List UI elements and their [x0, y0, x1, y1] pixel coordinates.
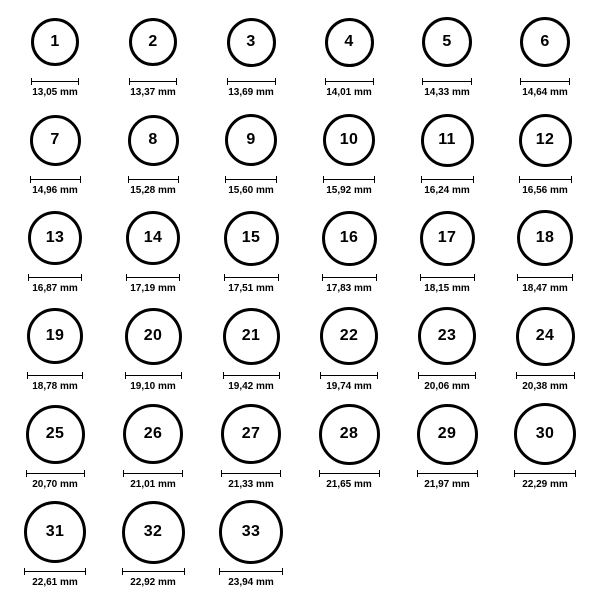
- ring-diameter-label: 16,56 mm: [522, 185, 568, 196]
- ring-size-cell[interactable]: [202, 500, 300, 596]
- ring-circle-wrap: [122, 500, 185, 564]
- ring-size-cell[interactable]: [300, 10, 398, 106]
- ring-measure: [418, 372, 476, 392]
- ring-diameter-label: 20,06 mm: [424, 381, 470, 392]
- ring-circle-icon: [27, 308, 83, 364]
- ring-diameter-label: 14,64 mm: [522, 87, 568, 98]
- ring-measure: [516, 372, 575, 392]
- ring-diameter-label: 18,78 mm: [32, 381, 78, 392]
- ring-diameter-label: 19,74 mm: [326, 381, 372, 392]
- ring-circle-icon: [223, 308, 280, 365]
- caliper-icon: [517, 274, 573, 281]
- caliper-icon: [417, 470, 478, 477]
- ring-size-label: 22: [339, 327, 359, 344]
- ring-circle-icon: [325, 18, 374, 67]
- ring-size-cell[interactable]: [300, 304, 398, 400]
- ring-size-cell[interactable]: [398, 402, 496, 498]
- ring-circle-wrap: [519, 108, 572, 172]
- ring-circle-icon: [517, 210, 573, 266]
- ring-measure: [319, 470, 380, 490]
- caliper-icon: [320, 372, 378, 379]
- ring-diameter-label: 21,97 mm: [424, 479, 470, 490]
- ring-size-cell[interactable]: [398, 108, 496, 204]
- ring-measure: [31, 78, 79, 98]
- ring-diameter-label: 22,29 mm: [522, 479, 568, 490]
- ring-measure: [129, 78, 177, 98]
- ring-size-label: 23: [437, 327, 457, 344]
- ring-measure: [30, 176, 81, 196]
- ring-size-label: 16: [339, 229, 359, 246]
- ring-circle-wrap: [126, 206, 180, 270]
- ring-circle-icon: [224, 211, 279, 266]
- ring-size-cell[interactable]: [300, 206, 398, 302]
- ring-size-grid: [6, 10, 594, 596]
- ring-measure: [514, 470, 576, 490]
- ring-size-label: 3: [246, 33, 256, 50]
- ring-circle-wrap: [24, 500, 86, 564]
- ring-circle-icon: [421, 114, 474, 167]
- ring-measure: [227, 78, 276, 98]
- ring-size-label: 24: [535, 327, 555, 344]
- ring-diameter-label: 14,01 mm: [326, 87, 372, 98]
- caliper-icon: [323, 176, 375, 183]
- ring-diameter-label: 14,96 mm: [32, 185, 78, 196]
- ring-size-cell[interactable]: [300, 108, 398, 204]
- ring-circle-wrap: [30, 108, 81, 172]
- ring-size-label: 13: [45, 229, 65, 246]
- ring-circle-icon: [319, 404, 380, 465]
- ring-diameter-label: 18,15 mm: [424, 283, 470, 294]
- ring-size-cell[interactable]: [398, 206, 496, 302]
- ring-measure: [27, 372, 83, 392]
- ring-circle-icon: [126, 211, 180, 265]
- ring-size-cell[interactable]: [496, 402, 594, 498]
- ring-diameter-label: 13,37 mm: [130, 87, 176, 98]
- ring-circle-wrap: [319, 402, 380, 466]
- ring-size-label: 30: [535, 425, 555, 442]
- caliper-icon: [126, 274, 180, 281]
- ring-circle-wrap: [129, 10, 177, 74]
- caliper-icon: [122, 568, 185, 575]
- ring-diameter-label: 21,33 mm: [228, 479, 274, 490]
- ring-circle-icon: [26, 405, 85, 464]
- ring-size-cell[interactable]: [300, 402, 398, 498]
- caliper-icon: [227, 78, 276, 85]
- ring-circle-icon: [420, 211, 475, 266]
- ring-circle-icon: [422, 17, 472, 67]
- ring-circle-icon: [221, 404, 281, 464]
- ring-measure: [24, 568, 86, 588]
- ring-circle-icon: [323, 114, 375, 166]
- ring-size-cell[interactable]: [104, 108, 202, 204]
- ring-diameter-label: 19,10 mm: [130, 381, 176, 392]
- ring-measure: [420, 274, 475, 294]
- ring-size-cell[interactable]: [202, 402, 300, 498]
- ring-circle-wrap: [227, 10, 276, 74]
- ring-circle-wrap: [322, 206, 377, 270]
- ring-circle-icon: [519, 114, 572, 167]
- ring-circle-icon: [514, 403, 576, 465]
- ring-size-label: 27: [241, 425, 261, 442]
- caliper-icon: [224, 274, 279, 281]
- ring-circle-icon: [123, 404, 183, 464]
- caliper-icon: [514, 470, 576, 477]
- ring-size-label: 25: [45, 425, 65, 442]
- ring-diameter-label: 15,92 mm: [326, 185, 372, 196]
- ring-size-label: 20: [143, 327, 163, 344]
- ring-circle-wrap: [517, 206, 573, 270]
- ring-diameter-label: 15,60 mm: [228, 185, 274, 196]
- ring-circle-icon: [31, 18, 79, 66]
- ring-circle-wrap: [27, 304, 83, 368]
- ring-size-label: 15: [241, 229, 261, 246]
- ring-circle-icon: [320, 307, 378, 365]
- caliper-icon: [123, 470, 183, 477]
- caliper-icon: [223, 372, 280, 379]
- caliper-icon: [422, 78, 472, 85]
- ring-size-label: 32: [143, 523, 163, 540]
- ring-circle-wrap: [219, 500, 283, 564]
- ring-size-cell[interactable]: [398, 10, 496, 106]
- ring-size-label: 11: [438, 131, 456, 148]
- ring-size-label: 18: [535, 229, 555, 246]
- ring-measure: [125, 372, 182, 392]
- ring-size-label: 5: [442, 33, 452, 50]
- caliper-icon: [31, 78, 79, 85]
- ring-circle-wrap: [224, 206, 279, 270]
- ring-circle-wrap: [421, 108, 474, 172]
- ring-diameter-label: 18,47 mm: [522, 283, 568, 294]
- ring-measure: [519, 176, 572, 196]
- ring-diameter-label: 20,38 mm: [522, 381, 568, 392]
- ring-circle-icon: [219, 500, 283, 564]
- caliper-icon: [325, 78, 374, 85]
- ring-measure: [520, 78, 570, 98]
- ring-measure: [126, 274, 180, 294]
- ring-diameter-label: 21,01 mm: [130, 479, 176, 490]
- ring-measure: [128, 176, 179, 196]
- ring-diameter-label: 13,05 mm: [32, 87, 78, 98]
- ring-measure: [422, 78, 472, 98]
- ring-measure: [421, 176, 474, 196]
- caliper-icon: [28, 274, 82, 281]
- ring-diameter-label: 22,61 mm: [32, 577, 78, 588]
- ring-size-label: 8: [148, 131, 158, 148]
- ring-size-label: 1: [50, 33, 60, 50]
- ring-circle-wrap: [223, 304, 280, 368]
- caliper-icon: [516, 372, 575, 379]
- caliper-icon: [418, 372, 476, 379]
- ring-measure: [320, 372, 378, 392]
- ring-measure: [122, 568, 185, 588]
- ring-circle-icon: [24, 501, 86, 563]
- caliper-icon: [24, 568, 86, 575]
- ring-size-label: 14: [143, 229, 163, 246]
- ring-diameter-label: 14,33 mm: [424, 87, 470, 98]
- ring-circle-wrap: [520, 10, 570, 74]
- ring-measure: [123, 470, 183, 490]
- caliper-icon: [420, 274, 475, 281]
- ring-size-cell[interactable]: [496, 206, 594, 302]
- ring-measure: [517, 274, 573, 294]
- ring-diameter-label: 21,65 mm: [326, 479, 372, 490]
- ring-size-cell[interactable]: [202, 304, 300, 400]
- ring-size-cell[interactable]: [6, 402, 104, 498]
- caliper-icon: [26, 470, 85, 477]
- ring-measure: [325, 78, 374, 98]
- ring-diameter-label: 23,94 mm: [228, 577, 274, 588]
- ring-size-cell[interactable]: [104, 10, 202, 106]
- ring-diameter-label: 19,42 mm: [228, 381, 274, 392]
- ring-size-label: 31: [45, 523, 65, 540]
- ring-circle-icon: [227, 18, 276, 67]
- ring-circle-icon: [28, 211, 82, 265]
- ring-circle-wrap: [516, 304, 575, 368]
- ring-size-cell[interactable]: [104, 402, 202, 498]
- ring-measure: [322, 274, 377, 294]
- ring-size-label: 10: [339, 131, 359, 148]
- ring-circle-icon: [125, 308, 182, 365]
- caliper-icon: [128, 176, 179, 183]
- ring-circle-icon: [322, 211, 377, 266]
- caliper-icon: [221, 470, 281, 477]
- ring-diameter-label: 16,87 mm: [32, 283, 78, 294]
- ring-size-cell[interactable]: [6, 500, 104, 596]
- ring-circle-wrap: [418, 304, 476, 368]
- ring-circle-icon: [129, 18, 177, 66]
- ring-size-label: 21: [241, 327, 261, 344]
- ring-diameter-label: 15,28 mm: [130, 185, 176, 196]
- ring-diameter-label: 13,69 mm: [228, 87, 274, 98]
- ring-size-cell[interactable]: [398, 304, 496, 400]
- caliper-icon: [30, 176, 81, 183]
- ring-diameter-label: 20,70 mm: [32, 479, 78, 490]
- ring-circle-icon: [417, 404, 478, 465]
- ring-size-label: 9: [246, 131, 256, 148]
- ring-measure: [26, 470, 85, 490]
- ring-diameter-label: 17,51 mm: [228, 283, 274, 294]
- ring-size-cell[interactable]: [202, 206, 300, 302]
- ring-size-label: 29: [437, 425, 457, 442]
- caliper-icon: [319, 470, 380, 477]
- ring-circle-wrap: [31, 10, 79, 74]
- caliper-icon: [125, 372, 182, 379]
- ring-measure: [224, 274, 279, 294]
- ring-size-cell[interactable]: [6, 304, 104, 400]
- ring-size-cell[interactable]: [104, 500, 202, 596]
- ring-circle-wrap: [221, 402, 281, 466]
- caliper-icon: [421, 176, 474, 183]
- caliper-icon: [519, 176, 572, 183]
- caliper-icon: [520, 78, 570, 85]
- ring-diameter-label: 17,19 mm: [130, 283, 176, 294]
- ring-size-label: 6: [540, 33, 550, 50]
- caliper-icon: [129, 78, 177, 85]
- ring-circle-wrap: [323, 108, 375, 172]
- caliper-icon: [225, 176, 277, 183]
- ring-circle-icon: [520, 17, 570, 67]
- ring-size-cell[interactable]: [496, 304, 594, 400]
- ring-circle-wrap: [422, 10, 472, 74]
- ring-circle-wrap: [26, 402, 85, 466]
- ring-size-label: 4: [344, 33, 354, 50]
- ring-circle-wrap: [225, 108, 277, 172]
- caliper-icon: [27, 372, 83, 379]
- ring-measure: [225, 176, 277, 196]
- ring-circle-wrap: [417, 402, 478, 466]
- ring-circle-wrap: [28, 206, 82, 270]
- ring-circle-icon: [128, 115, 179, 166]
- ring-measure: [323, 176, 375, 196]
- ring-size-label: 19: [45, 327, 65, 344]
- ring-size-label: 7: [50, 131, 60, 148]
- ring-diameter-label: 17,83 mm: [326, 283, 372, 294]
- ring-diameter-label: 22,92 mm: [130, 577, 176, 588]
- ring-circle-wrap: [128, 108, 179, 172]
- ring-circle-icon: [122, 501, 185, 564]
- ring-measure: [221, 470, 281, 490]
- ring-size-cell[interactable]: [202, 108, 300, 204]
- ring-size-cell[interactable]: [496, 108, 594, 204]
- ring-size-cell[interactable]: [202, 10, 300, 106]
- ring-size-cell[interactable]: [6, 206, 104, 302]
- ring-circle-wrap: [125, 304, 182, 368]
- ring-measure: [223, 372, 280, 392]
- ring-circle-wrap: [420, 206, 475, 270]
- ring-circle-icon: [418, 307, 476, 365]
- ring-size-cell[interactable]: [496, 10, 594, 106]
- ring-measure: [28, 274, 82, 294]
- ring-measure: [219, 568, 283, 588]
- ring-circle-wrap: [514, 402, 576, 466]
- ring-circle-icon: [30, 115, 81, 166]
- ring-diameter-label: 16,24 mm: [424, 185, 470, 196]
- ring-measure: [417, 470, 478, 490]
- ring-size-cell[interactable]: [6, 10, 104, 106]
- ring-size-label: 17: [437, 229, 457, 246]
- ring-circle-wrap: [325, 10, 374, 74]
- ring-circle-wrap: [320, 304, 378, 368]
- ring-size-label: 2: [148, 33, 158, 50]
- ring-circle-icon: [516, 307, 575, 366]
- ring-size-label: 33: [241, 523, 261, 540]
- ring-size-label: 26: [143, 425, 163, 442]
- caliper-icon: [219, 568, 283, 575]
- ring-size-label: 12: [535, 131, 555, 148]
- ring-size-cell[interactable]: [104, 206, 202, 302]
- ring-circle-wrap: [123, 402, 183, 466]
- ring-size-label: 28: [339, 425, 359, 442]
- ring-circle-icon: [225, 114, 277, 166]
- caliper-icon: [322, 274, 377, 281]
- ring-size-cell[interactable]: [104, 304, 202, 400]
- ring-size-cell[interactable]: [6, 108, 104, 204]
